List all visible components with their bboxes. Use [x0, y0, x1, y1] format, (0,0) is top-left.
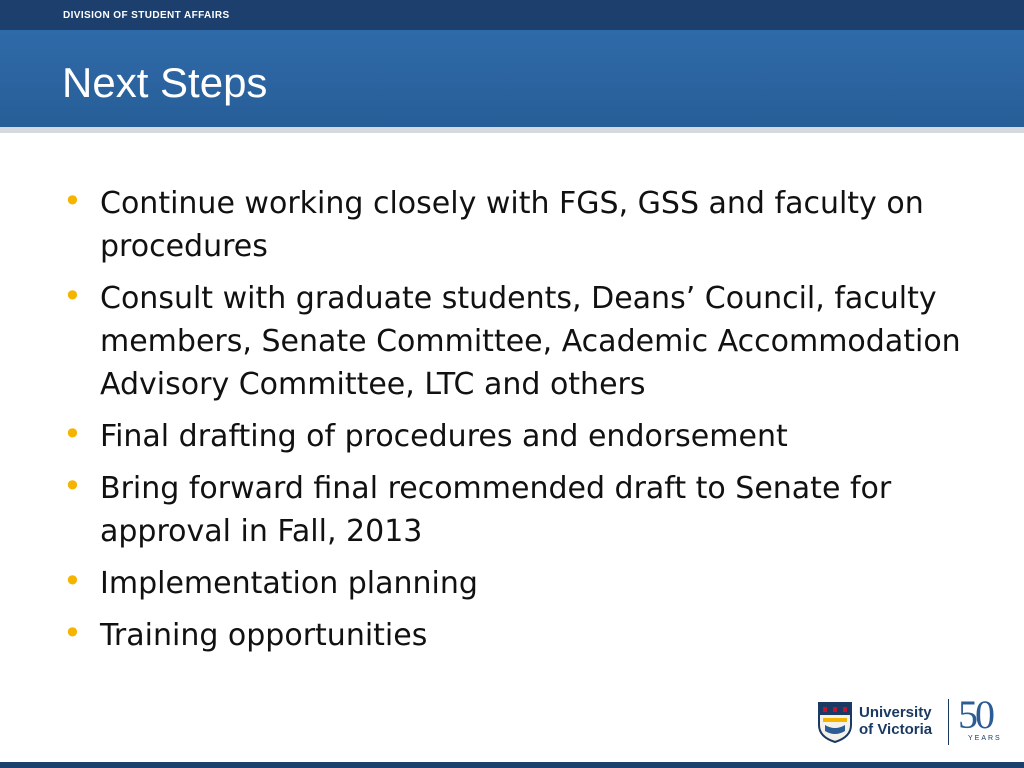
list-item-text: Bring forward final recommended draft to Senate for approval in Fall, 2013 — [100, 471, 892, 549]
list-item-text: Training opportunities — [100, 618, 428, 653]
division-label: DIVISION OF STUDENT AFFAIRS — [63, 10, 230, 21]
top-bar — [0, 0, 1024, 30]
list-item-text: Consult with graduate students, Deans’ Council, faculty members, Senate Committee, Academic Accommodation Advisory Committee, LTC and others — [100, 281, 961, 402]
list-item — [63, 467, 973, 553]
bullet-icon: • — [63, 467, 82, 505]
university-logo — [817, 692, 1007, 747]
bullet-icon: • — [63, 277, 82, 315]
header-divider — [0, 127, 1024, 133]
anniversary-number: 50 — [958, 692, 992, 737]
list-item — [63, 182, 973, 268]
list-item-text: Final drafting of procedures and endorsement — [100, 419, 788, 454]
bullet-icon: • — [63, 182, 82, 220]
logo-divider — [948, 699, 949, 745]
list-item — [63, 562, 973, 605]
bullet-icon: • — [63, 562, 82, 600]
title-bar — [0, 30, 1024, 127]
list-item-text: Implementation planning — [100, 566, 478, 601]
crest-icon — [817, 701, 853, 743]
bullet-icon: • — [63, 614, 82, 652]
university-name-line1: University — [859, 704, 932, 721]
slide-title: Next Steps — [62, 59, 268, 106]
university-name — [859, 704, 932, 738]
anniversary-years: YEARS — [968, 735, 1002, 742]
list-item — [63, 415, 973, 458]
list-item — [63, 614, 973, 657]
university-name-line2: of Victoria — [859, 721, 933, 738]
list-item-text: Continue working closely with FGS, GSS and faculty on procedures — [100, 186, 924, 264]
bullet-list — [63, 182, 973, 666]
list-item — [63, 277, 973, 406]
bottom-bar — [0, 762, 1024, 768]
bullet-icon: • — [63, 415, 82, 453]
